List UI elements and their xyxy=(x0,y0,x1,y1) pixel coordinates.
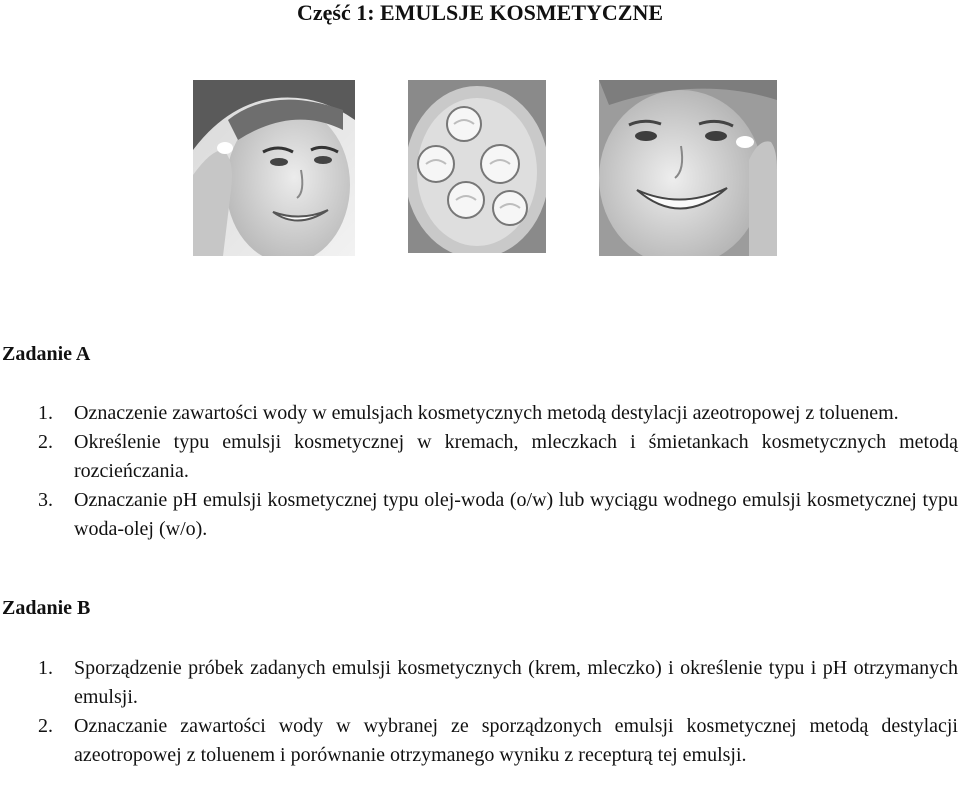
section-b-task-list xyxy=(38,654,958,770)
list-item-text: Oznaczanie zawartości wody w wybranej ze sporządzonych emulsji kosmetycznej metodą destylacji azeotropowej z toluenem i porównanie otrzymanego wyniku z recepturą tej emulsji. xyxy=(74,715,958,766)
woman-applying-cream-photo xyxy=(193,80,355,256)
list-item-text: Określenie typu emulsji kosmetycznej w kremach, mleczkach i śmietankach kosmetycznych metodą rozcieńczania. xyxy=(74,431,958,482)
list-item-text: Sporządzenie próbek zadanych emulsji kosmetycznych (krem, mleczko) i określenie typu i pH otrzymanych emulsji. xyxy=(74,657,958,708)
list-item-number: 2. xyxy=(38,715,53,737)
page-title: Część 1: EMULSJE KOSMETYCZNE xyxy=(296,0,664,25)
section-b-heading: Zadanie B xyxy=(2,597,91,619)
list-item-number: 3. xyxy=(38,489,53,511)
list-item-number: 2. xyxy=(38,431,53,453)
smiling-woman-cream-photo xyxy=(599,80,777,256)
section-a-task-list xyxy=(38,399,958,544)
list-item xyxy=(38,654,958,712)
cream-jars-plate-photo xyxy=(408,80,546,253)
list-item-text: Oznaczanie pH emulsji kosmetycznej typu olej-woda (o/w) lub wyciągu wodnego emulsji kosmetycznej typu woda-olej (w/o). xyxy=(74,489,958,540)
list-item-text: Oznaczenie zawartości wody w emulsjach kosmetycznych metodą destylacji azeotropowej z toluenem. xyxy=(74,402,899,424)
list-item xyxy=(38,486,958,544)
list-item-number: 1. xyxy=(38,657,53,679)
section-a-heading: Zadanie A xyxy=(2,343,91,365)
list-item xyxy=(38,428,958,486)
list-item xyxy=(38,399,958,428)
list-item-number: 1. xyxy=(38,402,53,424)
list-item xyxy=(38,712,958,770)
